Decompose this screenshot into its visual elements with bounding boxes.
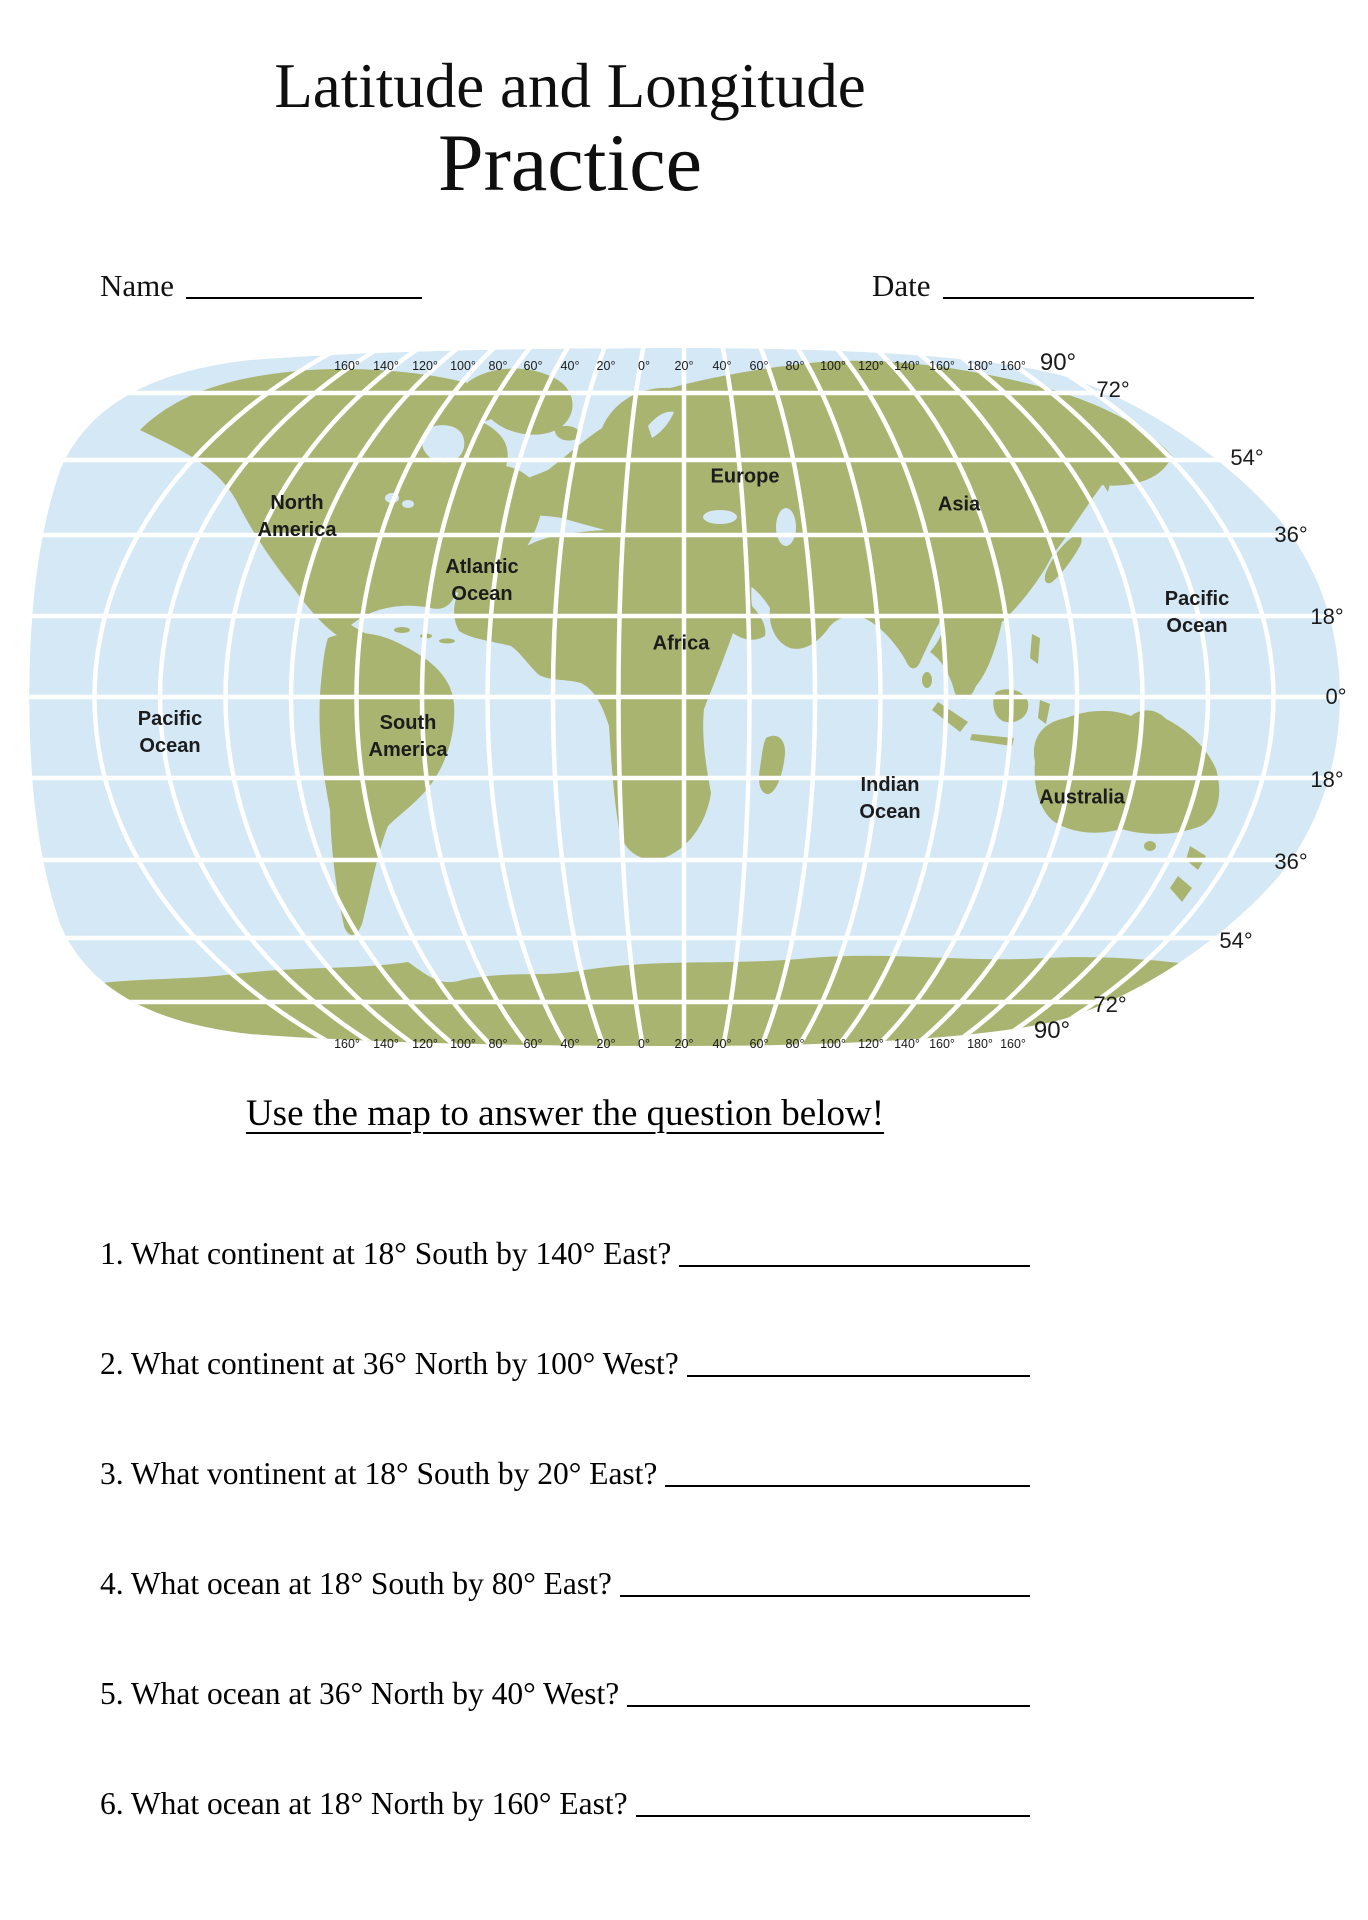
longitude-label-top: 20°	[596, 359, 616, 373]
longitude-label-top: 160°	[929, 359, 955, 373]
island	[1144, 841, 1156, 851]
latitude-label: 72°	[1093, 992, 1127, 1017]
question-row-2	[100, 1338, 1030, 1382]
longitude-label-top: 40°	[712, 359, 732, 373]
question-row-6	[100, 1778, 1030, 1822]
map-label-asia: Asia	[937, 493, 981, 516]
date-field-row	[872, 268, 1254, 304]
map-body	[20, 344, 1348, 1054]
longitude-label-top: 160°	[1000, 359, 1026, 373]
longitude-label-top: 140°	[373, 359, 399, 373]
latitude-label: 36°	[1274, 522, 1308, 547]
longitude-label-top: 140°	[894, 359, 920, 373]
longitude-label-top: 180°	[967, 359, 993, 373]
map-label-africa: Africa	[652, 632, 710, 655]
water-body	[703, 510, 737, 524]
longitude-label-top: 120°	[412, 359, 438, 373]
question-text: 4. What ocean at 18° South by 80° East?	[100, 1566, 612, 1601]
longitude-label-bottom: 60°	[523, 1037, 543, 1051]
latitude-label: 36°	[1274, 849, 1308, 874]
longitude-label-bottom: 80°	[785, 1037, 805, 1051]
longitude-label-bottom: 160°	[334, 1037, 360, 1051]
map-label-pacific-ocean-right: Pacific Ocean	[1164, 588, 1230, 637]
question-text: 1. What continent at 18° South by 140° East?	[100, 1236, 672, 1271]
name-blank-line[interactable]	[186, 297, 422, 299]
longitude-label-bottom: 0°	[638, 1037, 650, 1051]
longitude-label-top: 40°	[560, 359, 580, 373]
latitude-label: 18°	[1310, 604, 1344, 629]
question-row-5	[100, 1668, 1030, 1712]
latitude-label: 90°	[1039, 349, 1077, 376]
page-title: Latitude and Longitude	[274, 51, 866, 121]
page-subtitle: Practice	[437, 117, 703, 208]
map-label-europe: Europe	[710, 465, 780, 488]
longitude-label-bottom: 160°	[929, 1037, 955, 1051]
longitude-label-bottom: 80°	[488, 1037, 508, 1051]
longitude-label-top: 60°	[749, 359, 769, 373]
longitude-label-bottom: 100°	[450, 1037, 476, 1051]
answer-blank-line[interactable]	[636, 1815, 1030, 1817]
longitude-label-bottom: 20°	[674, 1037, 694, 1051]
date-blank-line[interactable]	[943, 297, 1254, 299]
latitude-label: 54°	[1219, 928, 1253, 953]
latitude-label: 0°	[1325, 684, 1347, 709]
section-heading: Use the map to answer the question below!	[245, 1093, 885, 1134]
longitude-label-top: 80°	[785, 359, 805, 373]
question-text: 5. What ocean at 36° North by 40° West?	[100, 1676, 620, 1711]
longitude-label-bottom: 180°	[967, 1037, 993, 1051]
question-row-1	[100, 1228, 1030, 1272]
longitude-label-bottom: 100°	[820, 1037, 846, 1051]
longitude-label-bottom: 120°	[412, 1037, 438, 1051]
date-label: Date	[872, 268, 931, 303]
map-label-atlantic-ocean: Atlantic Ocean	[445, 556, 519, 605]
longitude-label-bottom: 60°	[749, 1037, 769, 1051]
longitude-label-top: 20°	[674, 359, 694, 373]
map-label-australia: Australia	[1039, 786, 1125, 809]
latitude-label: 18°	[1310, 767, 1344, 792]
longitude-label-bottom: 140°	[373, 1037, 399, 1051]
question-text: 2. What continent at 36° North by 100° West?	[100, 1346, 679, 1381]
water-body	[776, 508, 796, 546]
name-field-row	[100, 268, 422, 304]
latitude-label: 90°	[1033, 1017, 1071, 1044]
map-label-pacific-ocean-left: Pacific Ocean	[137, 708, 203, 757]
longitude-label-top: 100°	[450, 359, 476, 373]
map-label-south-america: South America	[368, 712, 448, 761]
longitude-label-bottom: 160°	[1000, 1037, 1026, 1051]
answer-blank-line[interactable]	[679, 1265, 1030, 1267]
answer-blank-line[interactable]	[687, 1375, 1030, 1377]
island	[439, 639, 455, 644]
longitude-label-top: 160°	[334, 359, 360, 373]
island	[394, 627, 410, 633]
answer-blank-line[interactable]	[620, 1595, 1030, 1597]
map-label-indian-ocean: Indian Ocean	[859, 774, 921, 823]
world-map-svg	[0, 330, 1368, 1070]
longitude-label-top: 120°	[858, 359, 884, 373]
longitude-label-top: 100°	[820, 359, 846, 373]
water-body	[402, 500, 414, 508]
question-row-3	[100, 1448, 1030, 1492]
longitude-label-bottom: 20°	[596, 1037, 616, 1051]
answer-blank-line[interactable]	[665, 1485, 1030, 1487]
longitude-label-bottom: 140°	[894, 1037, 920, 1051]
answer-blank-line[interactable]	[627, 1705, 1030, 1707]
question-text: 6. What ocean at 18° North by 160° East?	[100, 1786, 628, 1821]
longitude-label-bottom: 120°	[858, 1037, 884, 1051]
longitude-label-top: 60°	[523, 359, 543, 373]
question-text: 3. What vontinent at 18° South by 20° East?	[100, 1456, 658, 1491]
name-label: Name	[100, 268, 175, 303]
longitude-label-bottom: 40°	[712, 1037, 732, 1051]
longitude-label-top: 0°	[638, 359, 650, 373]
latitude-label: 72°	[1096, 377, 1130, 402]
question-row-4	[100, 1558, 1030, 1602]
map-label-north-america: North America	[257, 492, 337, 541]
latitude-label: 54°	[1230, 445, 1264, 470]
world-map	[0, 330, 1368, 1070]
longitude-label-bottom: 40°	[560, 1037, 580, 1051]
longitude-label-top: 80°	[488, 359, 508, 373]
island	[922, 672, 932, 688]
